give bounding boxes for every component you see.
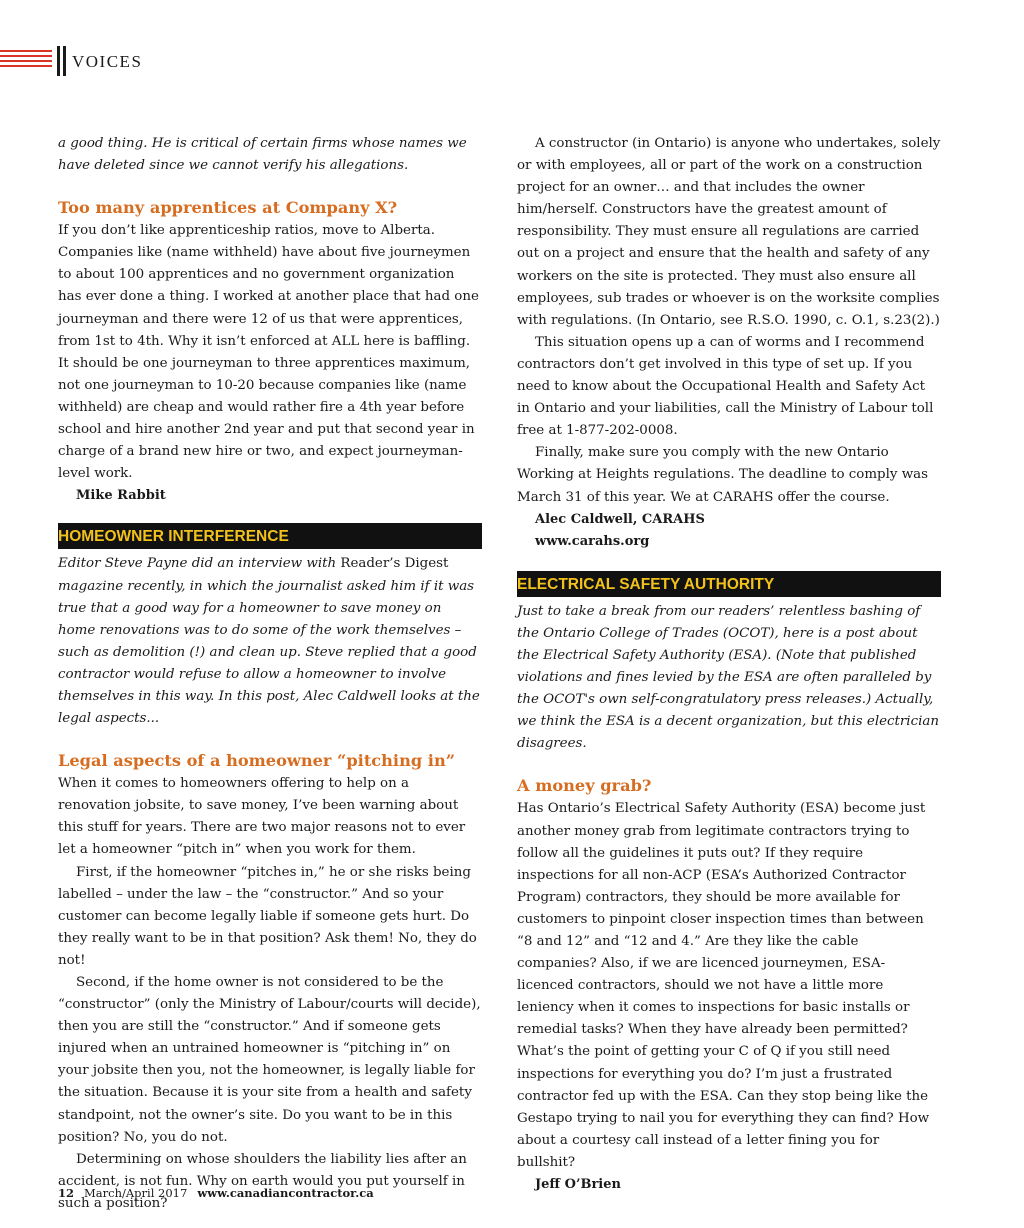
homeowner-bar-label: HOMEOWNER INTERFERENCE: [58, 528, 289, 546]
signature-alec: Alec Caldwell, CARAHS: [535, 511, 705, 527]
heading-legal-aspects: Legal aspects of a homeowner “pitching in”: [58, 751, 456, 771]
heading-apprentices: Too many apprentices at Company X?: [58, 198, 398, 218]
page-footer: [58, 1186, 374, 1200]
right-column: [517, 133, 941, 1196]
page-number: 12: [58, 1186, 75, 1200]
legal-para-4: Determining on whose shoulders the liability lies after an accident, is not fun. Why on earth would you put yourself in such a position?: [58, 1151, 467, 1211]
signature-jeff: Jeff O’Brien: [535, 1177, 621, 1193]
heights-para: Finally, make sure you comply with the new Ontario Working at Heights regulations. The deadline to comply was March 31 of this year. We at CARAHS offer the course.: [517, 445, 929, 505]
header-bar-1: [57, 46, 60, 76]
intro-continued: a good thing. He is critical of certain firms whose names we have deleted since we cannot verify his allegations.: [58, 136, 467, 174]
legal-para-1: When it comes to homeowners offering to help on a renovation jobsite, to save money, I’ve been warning about this stuff for years. There are two major reasons not to ever let a homeowner “pitch in” when you work for them.: [58, 776, 466, 858]
legal-para-2: First, if the homeowner “pitches in,” he or she risks being labelled – under the law – the “constructor.” And so your customer can become legally liable if someone gets hurt. Do they really want to be in that position? Ask them! No, they do not!: [58, 864, 477, 968]
esa-section-bar: [517, 571, 941, 597]
heading-money-grab: A money grab?: [517, 776, 652, 796]
esa-intro: Just to take a break from our readers’ relentless bashing of the Ontario College of Trades (OCOT), here is a post about the Electrical Safety Authority (ESA). (Note that published violations and fines levied by the ESA are often paralleled by the OCOT's own self-congratulatory press releases.) Actually, we think the ESA is a decent organization, but this electrician disagrees.: [517, 603, 939, 752]
issue-date: March/April 2017: [84, 1186, 188, 1200]
homeowner-intro: [58, 553, 482, 730]
carahs-url: www.carahs.org: [535, 533, 650, 549]
left-column: [58, 133, 482, 1215]
header-decor-lines: [0, 50, 52, 72]
signature-mike: Mike Rabbit: [76, 488, 166, 504]
intro2-magazine: Reader’s Digest: [340, 556, 449, 572]
intro2-part-b: magazine recently, in which the journalist asked him if it was true that a good way for a homeowner to save money on home renovations was to do some of the work themselves – such as demolition (!) and clean up. Steve replied that a good contractor would refuse to allow a homeowner to involve themselves in this way. In this post, Alec Caldwell looks at the legal aspects...: [58, 578, 480, 727]
header-bar-2: [63, 46, 66, 76]
section-title: VOICES: [72, 52, 143, 71]
worms-para: This situation opens up a can of worms and I recommend contractors don’t get involved in this type of set up. If you need to know about the Occupational Health and Safety Act in Ontario and your liabilities, call the Ministry of Labour toll free at 1-877-202-0008.: [517, 334, 934, 439]
footer-url: www.canadiancontractor.ca: [197, 1186, 374, 1200]
intro2-part-a: Editor Steve Payne did an interview with: [58, 556, 341, 572]
homeowner-section-bar: [58, 523, 482, 549]
apprentices-text: If you don’t like apprenticeship ratios, move to Alberta. Companies like (name withheld) have about five journeymen to about 100 apprentices and no government organization has ever done a thing. I worked at another place that had one journeyman and there were 12 of us that were apprentices, from 1st to 4th. Why it isn’t enforced at ALL here is baffling. It should be one journeyman to three apprentices maximum, not one journeyman to 10-20 because companies like (name withheld) are cheap and would rather fire a 4th year before school and hire another 2nd year and put that second year in charge of a brand new hire or two, and expect journeyman-level work.: [58, 223, 479, 482]
esa-bar-label: ELECTRICAL SAFETY AUTHORITY: [517, 575, 775, 593]
legal-para-3: Second, if the home owner is not considered to be the “constructor” (only the Ministry of Labour/courts will decide), then you are still the “constructor.” And if someone gets injured when an untrained homeowner is “pitching in” on your jobsite then you, not the homeowner, is legally liable for the situation. Because it is your site from a health and safety standpoint, not the owner’s site. Do you want to be in this position? No, you do not.: [58, 975, 481, 1145]
constructor-para: A constructor (in Ontario) is anyone who undertakes, solely or with employees, all or part of the work on a construction project for an owner… and that includes the owner him/herself. Constructors have the greatest amount of responsibility. They must ensure all regulations are carried out on a project and ensure that the health and safety of any workers on the site is protected. They must also ensure all employees, sub trades or whoever is on the worksite complies with regulations. (In Ontario, see R.S.O. 1990, c. O.1, s.23(2).): [517, 136, 941, 328]
money-grab-text: Has Ontario’s Electrical Safety Authority (ESA) become just another money grab from legitimate contractors trying to follow all the guidelines it puts out? If they require inspections for all non-ACP (ESA’s Authorized Contractor Program) contractors, they should be more available for customers to pinpoint closer inspection times than between “8 and 12” and “12 and 4.” Are they like the cable companies? Also, if we are licenced journeymen, ESA-licenced contractors, should we not have a little more leniency when it comes to inspections for basic installs or remedial tasks? When they have already been permitted? What’s the point of getting your C of Q if you still need inspections for everything you do? I’m just a frustrated contractor fed up with the ESA. Can they stop being like the Gestapo trying to nail you for everything they can find? How about a courtesy call instead of a letter fining you for bullshit?: [517, 801, 930, 1170]
